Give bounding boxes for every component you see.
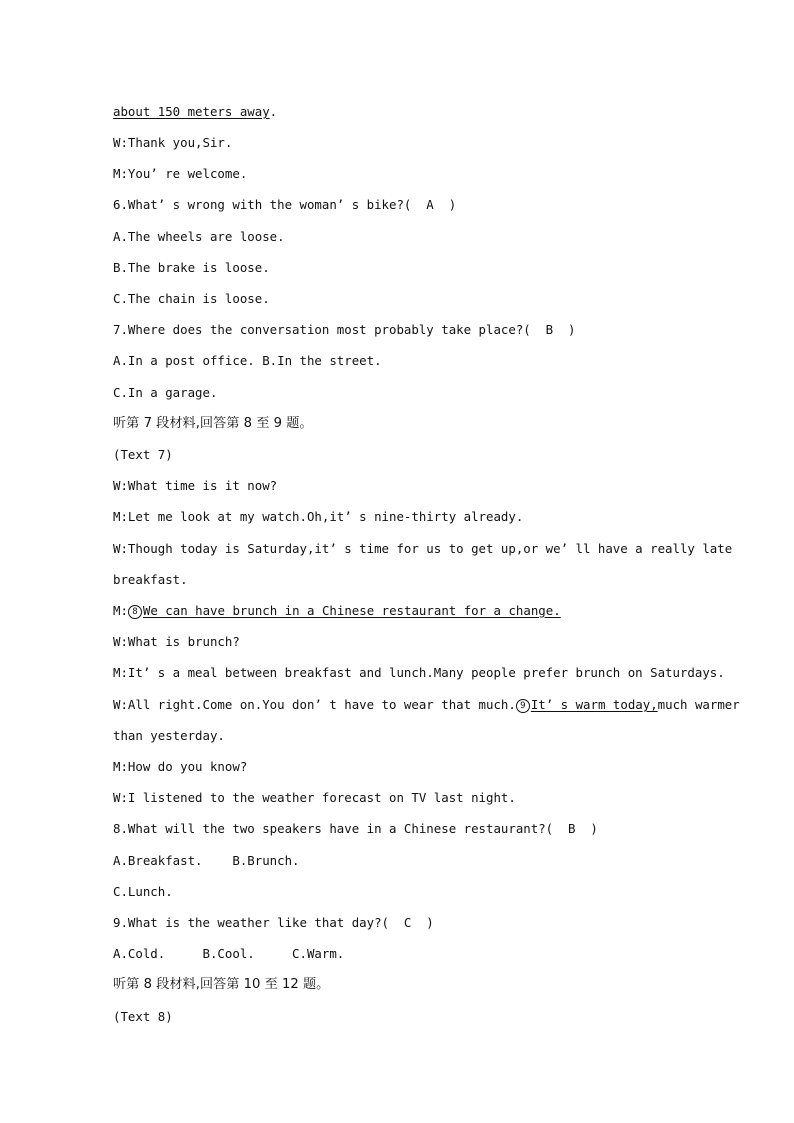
circled-number-marker: 8 xyxy=(128,605,142,619)
dialogue-line: W:What is brunch? xyxy=(113,634,240,649)
option-line: C.Lunch. xyxy=(113,884,173,899)
underlined-answer: 9 It’ s warm today, xyxy=(516,697,658,712)
text-heading: (Text 8) xyxy=(113,1009,173,1024)
question-7: 7.Where does the conversation most probably take place?( B ) xyxy=(113,322,576,337)
text-heading: (Text 7) xyxy=(113,447,173,462)
option-line: B.The brake is loose. xyxy=(113,260,270,275)
dialogue-line: W:All right.Come on.You don’ t have to wear that much. 9 It’ s warm today,much warmer xyxy=(113,697,740,712)
question-9: 9.What is the weather like that day?( C ) xyxy=(113,915,434,930)
dialogue-line: than yesterday. xyxy=(113,728,225,743)
dialogue-line: M:Let me look at my watch.Oh,it’ s nine-thirty already. xyxy=(113,509,524,524)
text-line: about 150 meters away. xyxy=(113,104,278,119)
option-line: C.In a garage. xyxy=(113,385,218,400)
underlined-answer: 8 We can have brunch in a Chinese restaurant for a change. xyxy=(128,603,561,618)
option-line: A.In a post office. B.In the street. xyxy=(113,353,382,368)
dialogue-line: W:Thank you,Sir. xyxy=(113,135,233,150)
dialogue-line: W:What time is it now? xyxy=(113,478,278,493)
dialogue-line: M: 8 We can have brunch in a Chinese restaurant for a change. xyxy=(113,603,561,618)
option-line: C.The chain is loose. xyxy=(113,291,270,306)
dialogue-line: M:It’ s a meal between breakfast and lunch.Many people prefer brunch on Saturdays. xyxy=(113,665,725,680)
dialogue-line: W:Though today is Saturday,it’ s time for us to get up,or we’ ll have a really late xyxy=(113,541,733,556)
dialogue-line: W:I listened to the weather forecast on TV last night. xyxy=(113,790,516,805)
section-instruction: 听第 7 段材料,回答第 8 至 9 题。 xyxy=(113,416,313,431)
circled-number-marker: 9 xyxy=(516,699,530,713)
underlined-answer: about 150 meters away xyxy=(113,104,270,119)
option-line: A.Cold. B.Cool. C.Warm. xyxy=(113,946,345,961)
section-instruction: 听第 8 段材料,回答第 10 至 12 题。 xyxy=(113,977,330,992)
option-line: A.The wheels are loose. xyxy=(113,229,285,244)
question-8: 8.What will the two speakers have in a Chinese restaurant?( B ) xyxy=(113,821,598,836)
option-line: A.Breakfast. B.Brunch. xyxy=(113,853,300,868)
dialogue-line: breakfast. xyxy=(113,572,188,587)
question-6: 6.What’ s wrong with the woman’ s bike?( A ) xyxy=(113,197,457,212)
dialogue-line: M:How do you know? xyxy=(113,759,248,774)
dialogue-line: M:You’ re welcome. xyxy=(113,166,248,181)
